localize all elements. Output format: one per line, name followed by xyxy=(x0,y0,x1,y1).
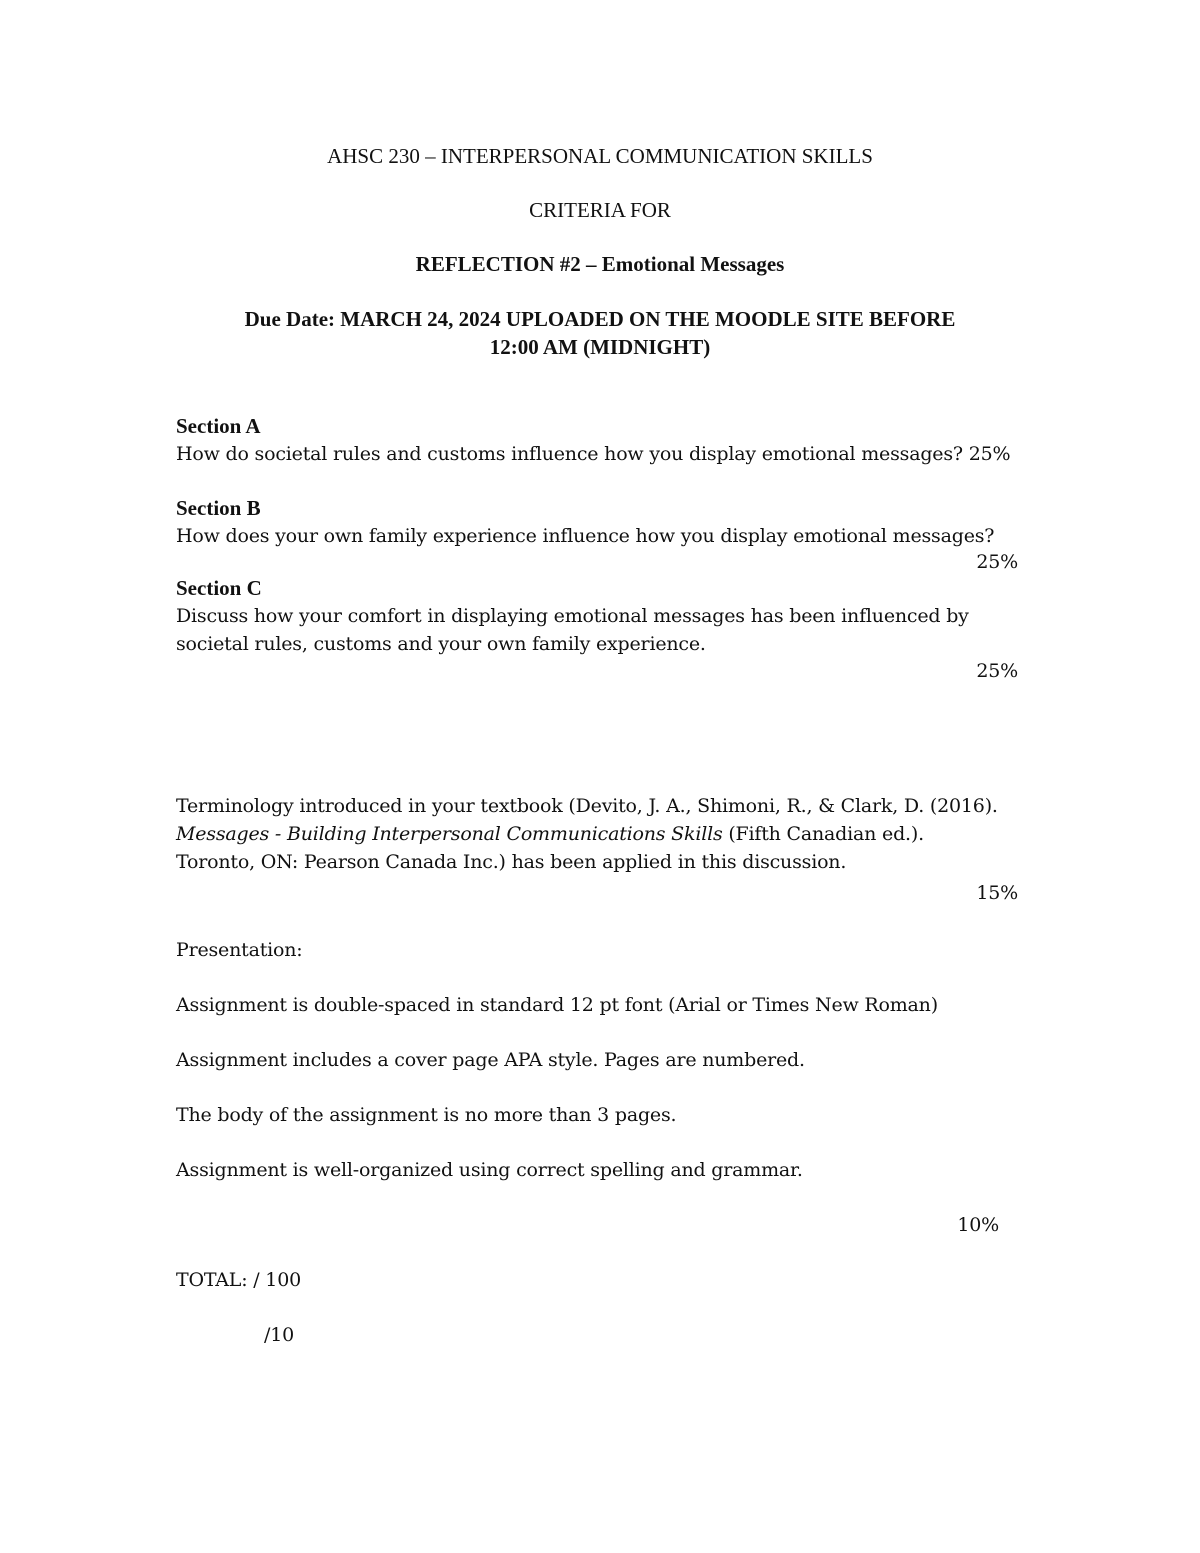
reflection-title: REFLECTION #2 – Emotional Messages xyxy=(415,252,785,276)
terminology-line-2 xyxy=(176,821,924,847)
presentation-item-grammar: Assignment is well-organized using correct spelling and grammar. xyxy=(176,1159,803,1181)
presentation-item-cover: Assignment includes a cover page APA style. Pages are numbered. xyxy=(176,1049,805,1071)
terminology-weight: 15% xyxy=(976,882,1018,904)
course-title: AHSC 230 – INTERPERSONAL COMMUNICATION SKILLS xyxy=(327,144,873,168)
total-sub-score: /10 xyxy=(264,1324,294,1346)
section-c-weight: 25% xyxy=(976,660,1018,682)
terminology-line-1: Terminology introduced in your textbook (Devito, J. A., Shimoni, R., & Clark, D. (2016). xyxy=(176,795,998,817)
textbook-edition: (Fifth Canadian ed.). xyxy=(722,823,924,845)
section-a-title: Section A xyxy=(176,414,261,438)
terminology-line-3: Toronto, ON: Pearson Canada Inc.) has been applied in this discussion. xyxy=(176,851,847,873)
section-b-title: Section B xyxy=(176,496,261,520)
section-b-weight: 25% xyxy=(976,551,1018,573)
presentation-item-font: Assignment is double-spaced in standard 12 pt font (Arial or Times New Roman) xyxy=(176,994,938,1016)
section-c-title: Section C xyxy=(176,576,262,600)
presentation-item-length: The body of the assignment is no more than 3 pages. xyxy=(176,1104,677,1126)
section-c-text-line-2: societal rules, customs and your own family experience. xyxy=(176,633,706,655)
due-date-line-2: 12:00 AM (MIDNIGHT) xyxy=(489,335,711,359)
presentation-label: Presentation: xyxy=(176,939,303,961)
due-date-line-1: Due Date: MARCH 24, 2024 UPLOADED ON THE MOODLE SITE BEFORE xyxy=(244,307,956,331)
section-b-text: How does your own family experience influence how you display emotional messages? xyxy=(176,525,995,547)
total-score: TOTAL: / 100 xyxy=(176,1269,301,1291)
section-c-text-line-1: Discuss how your comfort in displaying emotional messages has been influenced by xyxy=(176,605,969,627)
textbook-title: Messages - Building Interpersonal Communications Skills xyxy=(176,823,723,845)
section-a-text: How do societal rules and customs influence how you display emotional messages? 25% xyxy=(176,443,1011,465)
presentation-weight: 10% xyxy=(957,1214,999,1236)
criteria-heading: CRITERIA FOR xyxy=(529,198,671,222)
